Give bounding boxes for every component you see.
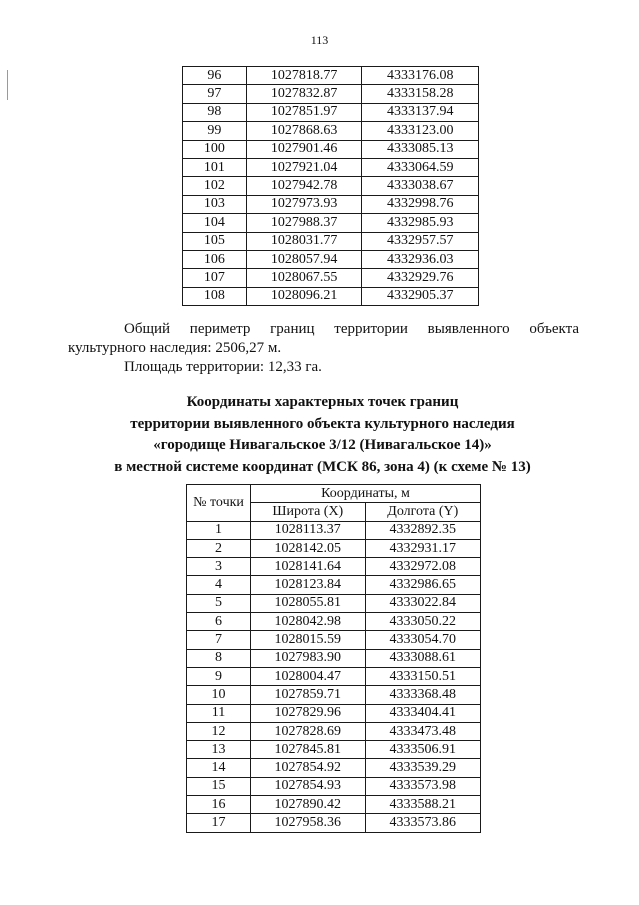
latitude-cell: 1027890.42 [251,796,365,814]
point-number-cell: 6 [187,613,251,631]
longitude-cell: 4332936.03 [362,250,479,268]
longitude-cell: 4332986.65 [365,576,480,594]
longitude-cell: 4333588.21 [365,796,480,814]
longitude-cell: 4333050.22 [365,613,480,631]
table-row [187,649,481,667]
table-row [183,214,479,232]
header-latitude: Широта (X) [251,503,365,521]
latitude-cell: 1028004.47 [251,667,365,685]
table-row [187,521,481,539]
table-row [183,250,479,268]
longitude-cell: 4333573.86 [365,814,480,832]
longitude-cell: 4333506.91 [365,741,480,759]
area-paragraph: Площадь территории: 12,33 га. [124,359,322,375]
point-number-cell: 11 [187,704,251,722]
longitude-cell: 4332905.37 [362,287,479,305]
table-row [183,195,479,213]
point-number-cell: 14 [187,759,251,777]
latitude-cell: 1027942.78 [246,177,362,195]
latitude-cell: 1027901.46 [246,140,362,158]
point-number-cell: 103 [183,195,247,213]
point-number-cell: 13 [187,741,251,759]
latitude-cell: 1028042.98 [251,613,365,631]
perimeter-line-2: культурного наследия: 2506,27 м. [68,340,282,356]
page-number: 113 [310,33,329,47]
coordinates-table-header [187,485,481,522]
heading-line-1: Координаты характерных точек границ [186,394,459,410]
point-number-cell: 4 [187,576,251,594]
table-row [187,741,481,759]
longitude-cell: 4333368.48 [365,686,480,704]
heading-line-2: территории выявленного объекта культурного наследия [130,415,515,432]
latitude-cell: 1027845.81 [251,741,365,759]
point-number-cell: 15 [187,777,251,795]
latitude-cell: 1027868.63 [246,122,362,140]
longitude-cell: 4333539.29 [365,759,480,777]
table-row [187,539,481,557]
coordinates-table [186,484,481,833]
longitude-cell: 4333404.41 [365,704,480,722]
table-row [187,613,481,631]
coordinates-table-body [187,521,481,832]
point-number-cell: 9 [187,667,251,685]
table-row [187,667,481,685]
table-row [183,287,479,305]
table-row [187,722,481,740]
point-number-cell: 100 [183,140,247,158]
longitude-cell: 4332957.57 [362,232,479,250]
table-row [183,177,479,195]
latitude-cell: 1028031.77 [246,232,362,250]
point-number-cell: 107 [183,269,247,287]
point-number-cell: 97 [183,85,247,103]
latitude-cell: 1027854.93 [251,777,365,795]
latitude-cell: 1028057.94 [246,250,362,268]
point-number-cell: 5 [187,594,251,612]
longitude-cell: 4333054.70 [365,631,480,649]
point-number-cell: 16 [187,796,251,814]
perimeter-line-1: Общий периметр границ территории выявленного объекта [124,321,579,337]
latitude-cell: 1027859.71 [251,686,365,704]
longitude-cell: 4333022.84 [365,594,480,612]
table-row [183,232,479,250]
point-number-cell: 104 [183,214,247,232]
header-coordinates: Координаты, м [251,485,481,503]
latitude-cell: 1027973.93 [246,195,362,213]
latitude-cell: 1027958.36 [251,814,365,832]
perimeter-paragraph [68,320,579,358]
table-row [183,67,479,85]
latitude-cell: 1027828.69 [251,722,365,740]
latitude-cell: 1027988.37 [246,214,362,232]
table-row [187,777,481,795]
longitude-cell: 4333038.67 [362,177,479,195]
latitude-cell: 1028067.55 [246,269,362,287]
point-number-cell: 99 [183,122,247,140]
longitude-cell: 4333088.61 [365,649,480,667]
latitude-cell: 1027921.04 [246,158,362,176]
table-row [183,122,479,140]
table-row [183,269,479,287]
point-number-cell: 10 [187,686,251,704]
latitude-cell: 1027983.90 [251,649,365,667]
longitude-cell: 4333150.51 [365,667,480,685]
latitude-cell: 1028123.84 [251,576,365,594]
point-number-cell: 3 [187,558,251,576]
table-row [183,158,479,176]
header-point-number: № точки [187,485,251,522]
longitude-cell: 4333123.00 [362,122,479,140]
heading-line-3: «городище Нивагальское 3/12 (Нивагальское 14)» [153,437,492,453]
latitude-cell: 1027829.96 [251,704,365,722]
table-row [183,103,479,121]
table-row [187,594,481,612]
table-row [183,85,479,103]
latitude-cell: 1027851.97 [246,103,362,121]
latitude-cell: 1027818.77 [246,67,362,85]
table-row [187,704,481,722]
latitude-cell: 1028142.05 [251,539,365,557]
point-number-cell: 1 [187,521,251,539]
longitude-cell: 4332931.17 [365,539,480,557]
point-number-cell: 108 [183,287,247,305]
coordinates-table-continuation [182,66,479,306]
longitude-cell: 4332998.76 [362,195,479,213]
table-row [187,686,481,704]
latitude-cell: 1027854.92 [251,759,365,777]
point-number-cell: 2 [187,539,251,557]
point-number-cell: 98 [183,103,247,121]
longitude-cell: 4332972.08 [365,558,480,576]
longitude-cell: 4333137.94 [362,103,479,121]
continuation-table-body [183,67,479,306]
longitude-cell: 4332985.93 [362,214,479,232]
point-number-cell: 102 [183,177,247,195]
latitude-cell: 1027832.87 [246,85,362,103]
longitude-cell: 4333176.08 [362,67,479,85]
longitude-cell: 4333573.98 [365,777,480,795]
latitude-cell: 1028141.64 [251,558,365,576]
table-row [187,814,481,832]
longitude-cell: 4332929.76 [362,269,479,287]
header-longitude: Долгота (Y) [365,503,480,521]
latitude-cell: 1028055.81 [251,594,365,612]
longitude-cell: 4332892.35 [365,521,480,539]
table-row [187,576,481,594]
longitude-cell: 4333158.28 [362,85,479,103]
point-number-cell: 105 [183,232,247,250]
latitude-cell: 1028015.59 [251,631,365,649]
point-number-cell: 17 [187,814,251,832]
point-number-cell: 12 [187,722,251,740]
longitude-cell: 4333085.13 [362,140,479,158]
table-row [183,140,479,158]
point-number-cell: 96 [183,67,247,85]
table-row [187,796,481,814]
point-number-cell: 101 [183,158,247,176]
scan-margin-mark [7,70,8,100]
longitude-cell: 4333473.48 [365,722,480,740]
table-row [187,558,481,576]
header-row-1 [187,485,481,503]
longitude-cell: 4333064.59 [362,158,479,176]
heading-line-4: в местной системе координат (МСК 86, зона 4) (к схеме № 13) [114,458,531,475]
point-number-cell: 106 [183,250,247,268]
section-heading [60,392,585,478]
table-row [187,759,481,777]
table-row [187,631,481,649]
latitude-cell: 1028096.21 [246,287,362,305]
point-number-cell: 8 [187,649,251,667]
point-number-cell: 7 [187,631,251,649]
latitude-cell: 1028113.37 [251,521,365,539]
